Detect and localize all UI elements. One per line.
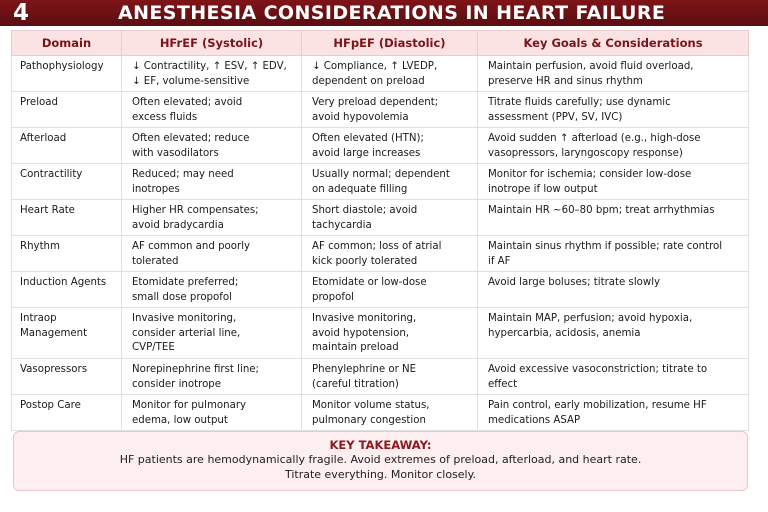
hfpef-cell xyxy=(302,236,478,272)
considerations-table-container xyxy=(11,30,748,424)
cell-line: Maintain sinus rhythm if possible; rate control xyxy=(488,241,723,252)
cell-line: Very preload dependent; xyxy=(312,97,439,108)
goals-cell xyxy=(478,272,749,308)
cell-line: Avoid excessive vasoconstriction; titrate to xyxy=(488,364,708,375)
domain-cell xyxy=(12,395,122,431)
table-row xyxy=(12,395,749,431)
column-header-goals: Key Goals & Considerations xyxy=(478,31,749,56)
domain-cell xyxy=(12,164,122,200)
cell-line: Monitor for ischemia; consider low-dose xyxy=(488,169,692,180)
goals-cell xyxy=(478,395,749,431)
goals-cell xyxy=(478,164,749,200)
cell-line: Often elevated; avoid xyxy=(132,97,243,108)
hfpef-cell xyxy=(302,92,478,128)
cell-line: ↓ Compliance, ↑ LVEDP, xyxy=(312,61,438,72)
table-row xyxy=(12,164,749,200)
key-takeaway-line-1: HF patients are hemodynamically fragile. Avoid extremes of preload, afterload, and heart rate. xyxy=(119,453,642,466)
cell-line: Titrate fluids carefully; use dynamic xyxy=(488,97,671,108)
cell-line: Higher HR compensates; xyxy=(132,205,259,216)
cell-line: kick poorly tolerated xyxy=(312,255,418,267)
cell-line: avoid large increases xyxy=(312,147,421,159)
cell-line: Often elevated; reduce xyxy=(132,133,250,144)
page-title: ANESTHESIA CONSIDERATIONS IN HEART FAILURE xyxy=(118,2,666,24)
table-row xyxy=(12,128,749,164)
cell-line: Phenylephrine or NE xyxy=(312,364,417,375)
cell-line: medications ASAP xyxy=(488,414,581,426)
cell-line: if AF xyxy=(488,255,511,267)
column-header-hfpef: HFpEF (Diastolic) xyxy=(302,31,478,56)
cell-line: AF common; loss of atrial xyxy=(312,241,442,252)
column-header-domain: Domain xyxy=(12,31,122,56)
table-row xyxy=(12,272,749,308)
goals-cell xyxy=(478,128,749,164)
cell-line: Etomidate preferred; xyxy=(132,277,239,288)
cell-line: with vasodilators xyxy=(132,147,219,159)
cell-line: Reduced; may need xyxy=(132,169,234,180)
considerations-table xyxy=(11,30,749,431)
cell-line: Induction Agents xyxy=(20,277,107,288)
cell-line: effect xyxy=(488,378,518,390)
hfref-cell xyxy=(122,200,302,236)
hfref-cell xyxy=(122,272,302,308)
table-row xyxy=(12,92,749,128)
cell-line: on adequate filling xyxy=(312,183,408,195)
domain-cell xyxy=(12,272,122,308)
cell-line: Usually normal; dependent xyxy=(312,169,450,180)
goals-cell xyxy=(478,236,749,272)
key-takeaway-title: KEY TAKEAWAY: xyxy=(329,438,432,452)
cell-line: Contractility xyxy=(20,169,83,180)
domain-cell xyxy=(12,308,122,359)
cell-line: consider inotrope xyxy=(132,378,222,390)
table-row xyxy=(12,200,749,236)
cell-line: dependent on preload xyxy=(312,75,425,87)
cell-line: Vasopressors xyxy=(20,364,88,375)
hfref-cell xyxy=(122,128,302,164)
cell-line: CVP/TEE xyxy=(132,342,175,353)
domain-cell xyxy=(12,56,122,92)
table-row xyxy=(12,56,749,92)
goals-cell xyxy=(478,92,749,128)
cell-line: hypercarbia, acidosis, anemia xyxy=(488,327,641,339)
hfpef-cell xyxy=(302,308,478,359)
cell-line: Maintain MAP, perfusion; avoid hypoxia, xyxy=(488,313,693,324)
cell-line: Maintain perfusion, avoid fluid overload, xyxy=(488,61,694,72)
table-row xyxy=(12,308,749,359)
cell-line: Postop Care xyxy=(20,400,81,411)
cell-line: maintain preload xyxy=(312,342,399,353)
hfref-cell xyxy=(122,308,302,359)
cell-line: consider arterial line, xyxy=(132,327,241,339)
cell-line: Rhythm xyxy=(20,241,60,252)
cell-line: ↓ EF, volume-sensitive xyxy=(132,75,250,87)
cell-line: avoid bradycardia xyxy=(132,219,224,231)
table-row xyxy=(12,359,749,395)
cell-line: Heart Rate xyxy=(20,205,75,216)
cell-line: preserve HR and sinus rhythm xyxy=(488,75,643,87)
hfref-cell xyxy=(122,395,302,431)
hfref-cell xyxy=(122,359,302,395)
cell-line: vasopressors, laryngoscopy response) xyxy=(488,147,683,159)
hfpef-cell xyxy=(302,128,478,164)
cell-line: avoid hypotension, xyxy=(312,327,410,339)
section-number: 4 xyxy=(12,0,29,26)
table-row xyxy=(12,236,749,272)
cell-line: (careful titration) xyxy=(312,378,399,390)
cell-line: Short diastole; avoid xyxy=(312,205,418,216)
cell-line: Avoid large boluses; titrate slowly xyxy=(488,277,661,288)
key-takeaway-line-2: Titrate everything. Monitor closely. xyxy=(284,468,477,481)
goals-cell xyxy=(478,200,749,236)
domain-cell xyxy=(12,128,122,164)
cell-line: inotrope if low output xyxy=(488,183,598,195)
goals-cell xyxy=(478,56,749,92)
cell-line: AF common and poorly xyxy=(132,241,251,252)
cell-line: Avoid sudden ↑ afterload (e.g., high-dose xyxy=(488,133,701,144)
hfpef-cell xyxy=(302,56,478,92)
cell-line: tolerated xyxy=(132,255,179,267)
domain-cell xyxy=(12,236,122,272)
cell-line: assessment (PPV, SV, IVC) xyxy=(488,111,623,123)
cell-line: Pain control, early mobilization, resume HF xyxy=(488,400,707,411)
hfref-cell xyxy=(122,56,302,92)
hfref-cell xyxy=(122,236,302,272)
domain-cell xyxy=(12,359,122,395)
table-header-row xyxy=(12,31,749,56)
hfpef-cell xyxy=(302,359,478,395)
goals-cell xyxy=(478,359,749,395)
cell-line: ↓ Contractility, ↑ ESV, ↑ EDV, xyxy=(132,61,287,72)
cell-line: Management xyxy=(20,327,88,339)
title-banner xyxy=(0,0,768,26)
cell-line: Pathophysiology xyxy=(20,61,104,72)
key-takeaway-box xyxy=(13,431,748,491)
cell-line: avoid hypovolemia xyxy=(312,111,409,123)
goals-cell xyxy=(478,308,749,359)
cell-line: edema, low output xyxy=(132,414,228,426)
cell-line: Monitor for pulmonary xyxy=(132,400,247,411)
hfpef-cell xyxy=(302,395,478,431)
cell-line: Preload xyxy=(20,97,58,108)
hfref-cell xyxy=(122,92,302,128)
domain-cell xyxy=(12,92,122,128)
cell-line: Etomidate or low-dose xyxy=(312,277,427,288)
hfpef-cell xyxy=(302,200,478,236)
hfpef-cell xyxy=(302,164,478,200)
domain-cell xyxy=(12,200,122,236)
cell-line: Monitor volume status, xyxy=(312,400,430,411)
cell-line: Invasive monitoring, xyxy=(132,313,237,324)
cell-line: Often elevated (HTN); xyxy=(312,133,424,144)
cell-line: pulmonary congestion xyxy=(312,414,426,426)
cell-line: Invasive monitoring, xyxy=(312,313,417,324)
cell-line: Afterload xyxy=(20,133,67,144)
cell-line: tachycardia xyxy=(312,219,372,231)
column-header-hfref: HFrEF (Systolic) xyxy=(122,31,302,56)
cell-line: Maintain HR ~60–80 bpm; treat arrhythmias xyxy=(488,205,715,216)
hfpef-cell xyxy=(302,272,478,308)
cell-line: propofol xyxy=(312,291,355,303)
cell-line: Intraop xyxy=(20,313,57,324)
cell-line: excess fluids xyxy=(132,111,198,123)
cell-line: inotropes xyxy=(132,183,180,195)
cell-line: Norepinephrine first line; xyxy=(132,364,259,375)
hfref-cell xyxy=(122,164,302,200)
cell-line: small dose propofol xyxy=(132,291,232,303)
